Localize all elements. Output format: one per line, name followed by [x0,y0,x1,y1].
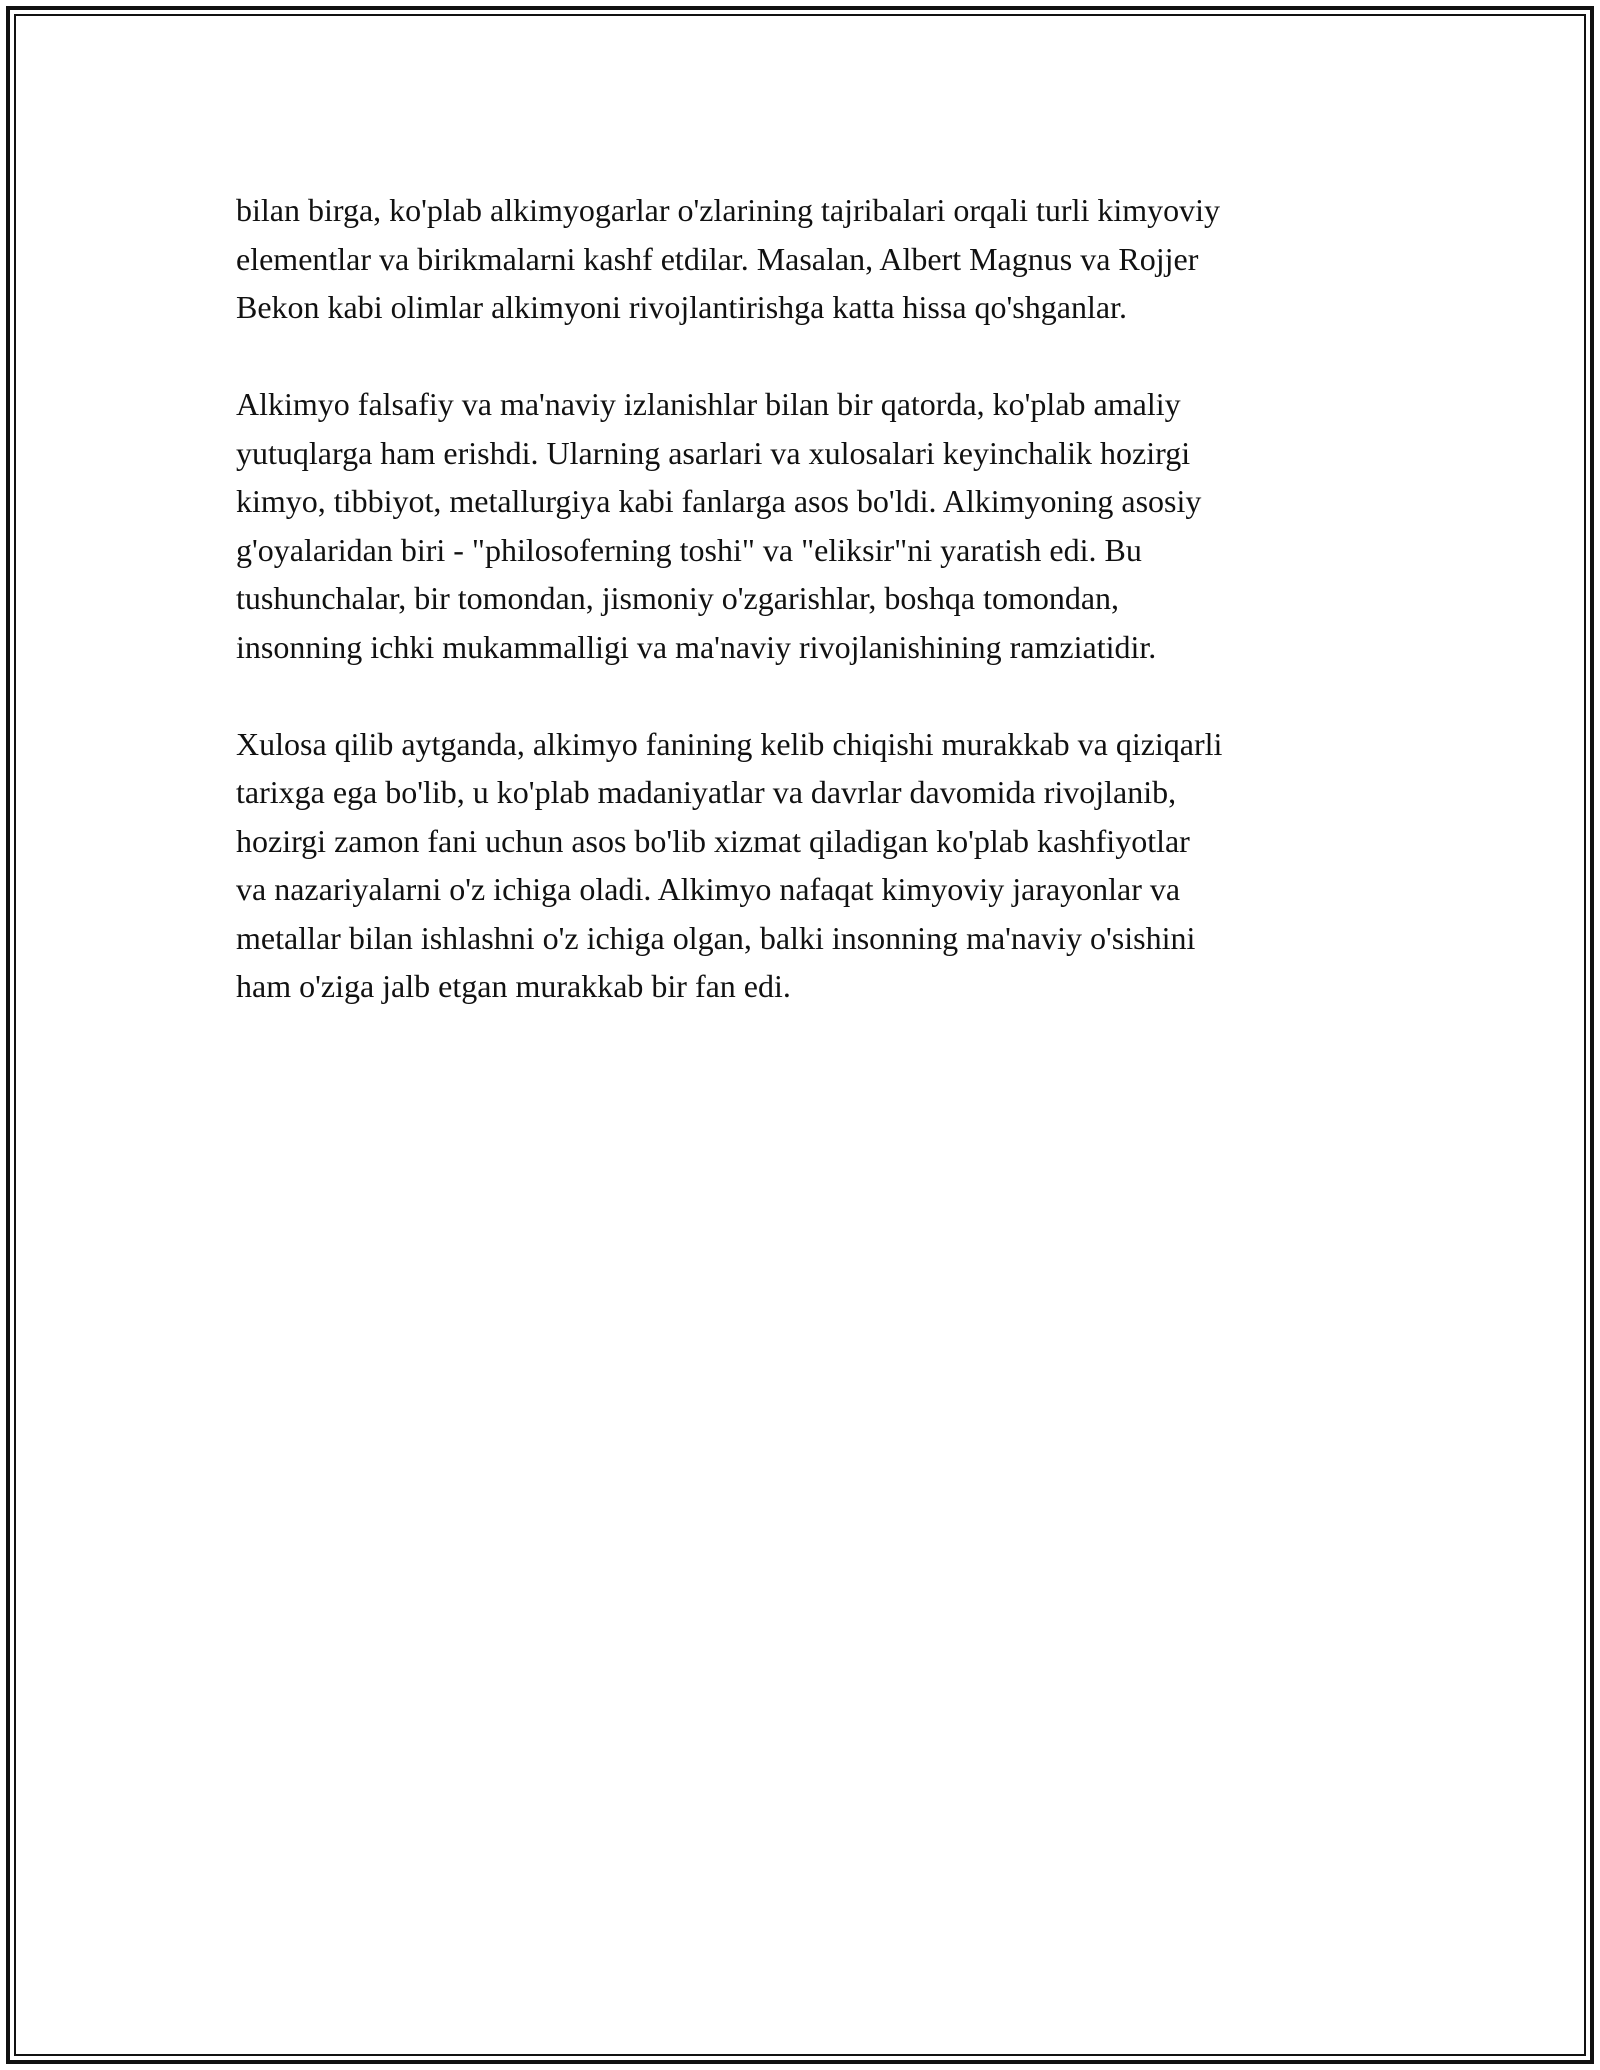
paragraph-2 [236,380,1396,671]
paragraph-3 [236,720,1396,1011]
text-line: hozirgi zamon fani uchun asos bo'lib xizmat qiladigan ko'plab kashfiyotlar [236,822,1190,859]
text-line: g'oyalaridan biri - "philosoferning toshi" va "eliksir"ni yaratish edi. Bu [236,531,1142,568]
text-line: elementlar va birikmalarni kashf etdilar. Masalan, Albert Magnus va Rojjer [236,240,1199,277]
text-line: Bekon kabi olimlar alkimyoni rivojlantirishga katta hissa qo'shganlar. [236,289,1127,325]
text-line: Alkimyo falsafiy va ma'naviy izlanishlar bilan bir qatorda, ko'plab amaliy [236,386,1181,422]
text-line: Xulosa qilib aytganda, alkimyo fanining kelib chiqishi murakkab va qiziqarli [236,725,1223,762]
text-line: metallar bilan ishlashni o'z ichiga olgan, balki insonning ma'naviy o'sishini [236,919,1196,956]
text-line: bilan birga, ko'plab alkimyogarlar o'zlarining tajribalari orqali turli kimyoviy [236,192,1221,228]
document-body [236,186,1396,1059]
text-line: insonning ichki mukammalligi va ma'naviy rivojlanishining ramziatidir. [236,628,1157,665]
text-line: tushunchalar, bir tomondan, jismoniy o'zgarishlar, boshqa tomondan, [236,580,1120,616]
text-line: ham o'ziga jalb etgan murakkab bir fan edi. [236,968,791,1004]
text-line: kimyo, tibbiyot, metallurgiya kabi fanlarga asos bo'ldi. Alkimyoning asosiy [236,483,1202,519]
text-line: va nazariyalarni o'z ichiga oladi. Alkimyo nafaqat kimyoviy jarayonlar va [236,871,1181,907]
text-line: tarixga ega bo'lib, u ko'plab madaniyatlar va davrlar davomida rivojlanib, [236,774,1177,810]
paragraph-1 [236,186,1396,332]
text-line: yutuqlarga ham erishdi. Ularning asarlari va xulosalari keyinchalik hozirgi [236,434,1191,471]
